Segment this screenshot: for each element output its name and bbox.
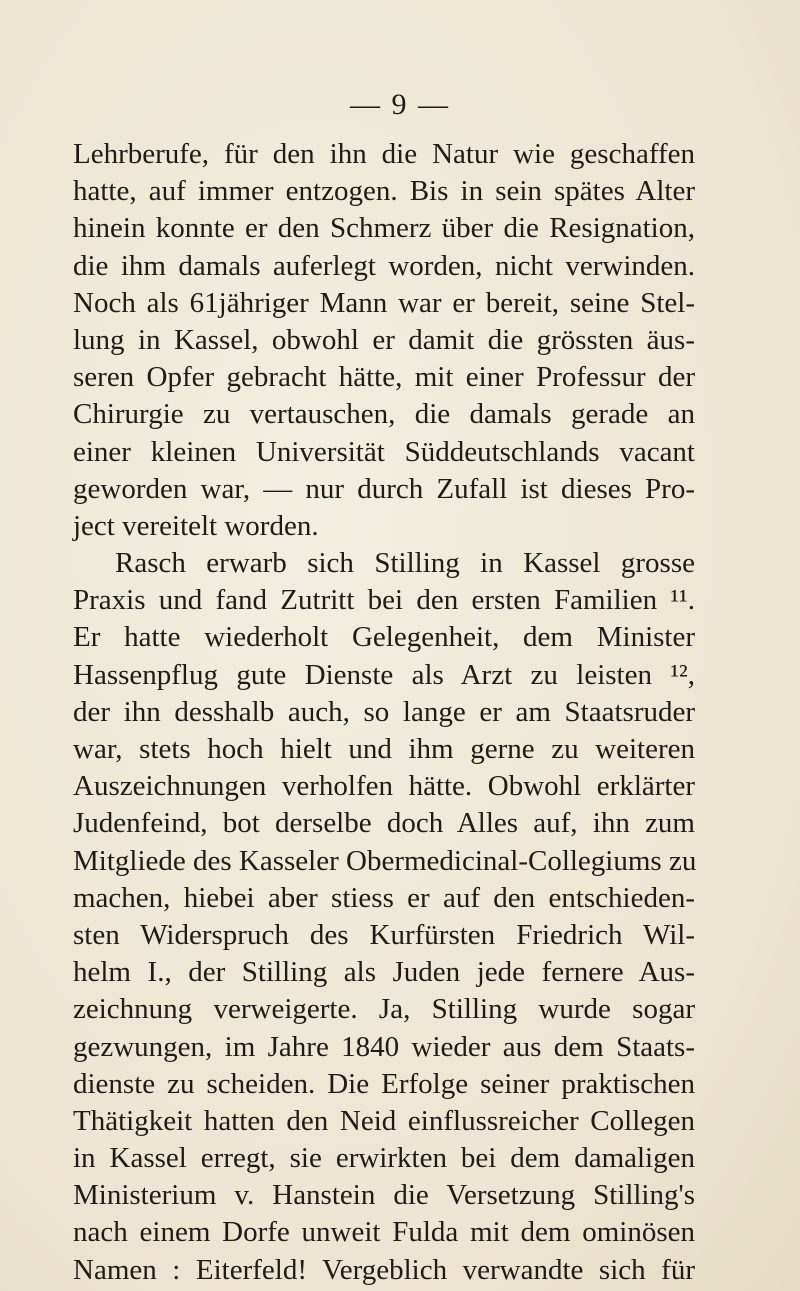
text-line: Mitgliede des Kasseler Obermedicinal-Collegiums zu [73, 844, 697, 877]
text-line: seren Opfer gebracht hätte, mit einer Professur der [73, 361, 695, 394]
text-line: Thätigkeit hatten den Neid einflussreicher Collegen [73, 1104, 695, 1137]
text-line: Hassenpflug gute Dienste als Arzt zu leisten ¹², [73, 658, 695, 691]
text-line: lung in Kassel, obwohl er damit die grössten äus- [73, 323, 695, 356]
text-line: Praxis und fand Zutritt bei den ersten Familien ¹¹. [73, 584, 695, 617]
text-line: machen, hiebei aber stiess er auf den entschieden- [73, 881, 695, 914]
text-line: nach einem Dorfe unweit Fulda mit dem ominösen [73, 1216, 695, 1249]
text-line: Noch als 61jähriger Mann war er bereit, seine Stel- [73, 286, 695, 319]
text-line: Auszeichnungen verholfen hätte. Obwohl erklärter [73, 770, 695, 803]
text-line: ject vereitelt worden. [73, 509, 319, 542]
text-line: Lehrberufe, für den ihn die Natur wie geschaffen [73, 138, 695, 170]
text-line: hatte, auf immer entzogen. Bis in sein spätes Alter [73, 175, 695, 208]
text-line: Er hatte wiederholt Gelegenheit, dem Minister [73, 621, 695, 654]
text-line: Rasch erwarb sich Stilling in Kassel grosse [115, 547, 695, 580]
text-line: zeichnung verweigerte. Ja, Stilling wurde sogar [73, 993, 695, 1026]
text-line: geworden war, — nur durch Zufall ist dieses Pro- [73, 472, 695, 505]
text-line: helm I., der Stilling als Juden jede fernere Aus- [73, 956, 695, 989]
text-line: Chirurgie zu vertauschen, die damals gerade an [73, 398, 695, 431]
text-line: sten Widerspruch des Kurfürsten Friedrich Wil- [73, 918, 695, 951]
text-line: Ministerium v. Hanstein die Versetzung Stilling's [73, 1179, 695, 1212]
page-number: — 9 — [350, 88, 450, 121]
text-line: Judenfeind, bot derselbe doch Alles auf, ihn zum [73, 807, 695, 840]
text-line: die ihm damals auferlegt worden, nicht verwinden. [73, 249, 695, 282]
text-line: war, stets hoch hielt und ihm gerne zu weiteren [73, 733, 695, 765]
text-line: gezwungen, im Jahre 1840 wieder aus dem Staats- [73, 1030, 695, 1063]
text-line: in Kassel erregt, sie erwirkten bei dem damaligen [73, 1142, 695, 1175]
text-line: der ihn desshalb auch, so lange er am Staatsruder [73, 695, 695, 728]
text-line: Namen : Eiterfeld! Vergeblich verwandte sich für [73, 1253, 695, 1286]
text-line: einer kleinen Universität Süddeutschlands vacant [73, 435, 695, 468]
body-text [73, 136, 695, 1289]
text-line: hinein konnte er den Schmerz über die Resignation, [73, 212, 695, 245]
text-line: dienste zu scheiden. Die Erfolge seiner praktischen [73, 1067, 695, 1100]
